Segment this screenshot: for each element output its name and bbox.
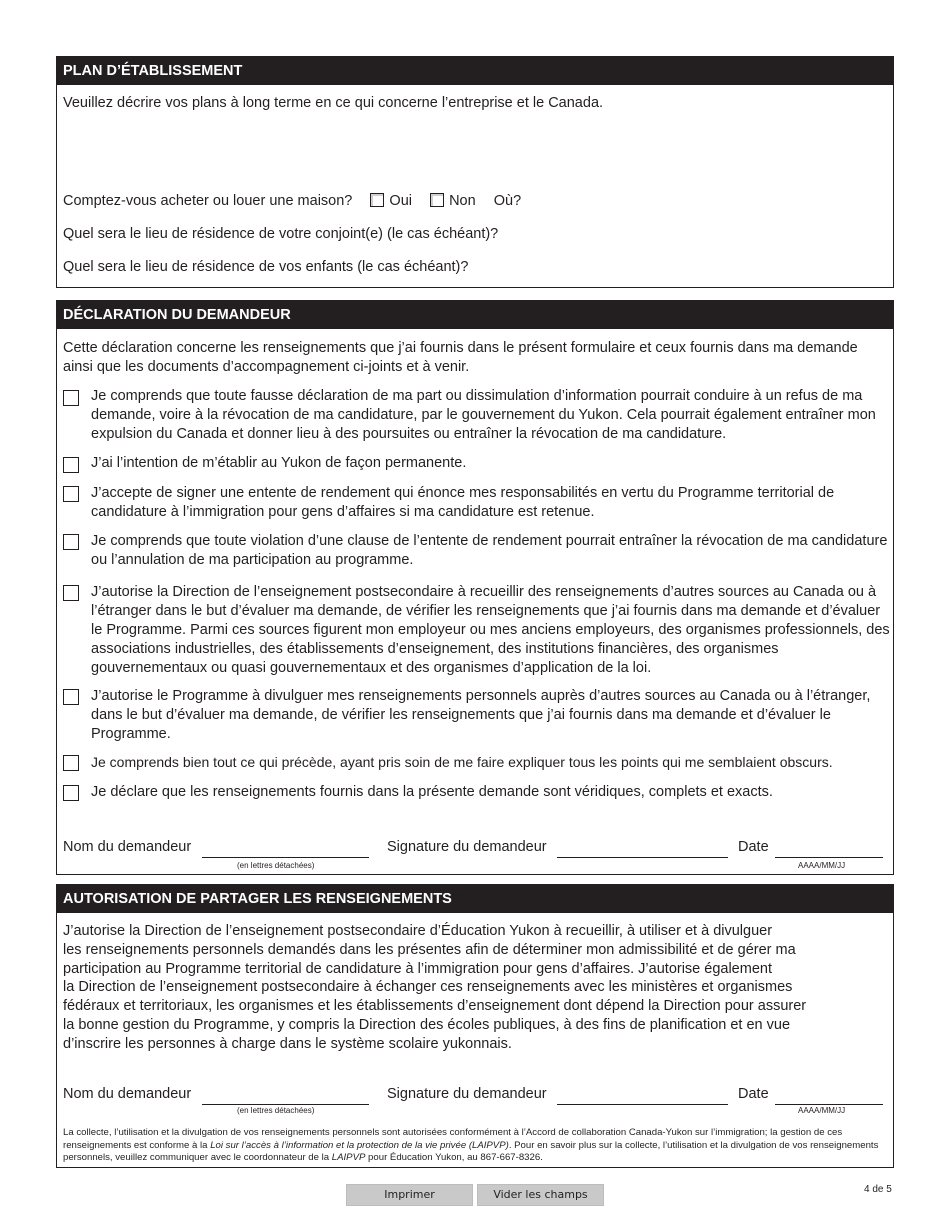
date-field[interactable] — [775, 857, 883, 858]
authorization-line-6: la bonne gestion du Programme, y compris la Direction des écoles publiques, à des fins de planification et en vue — [63, 1017, 791, 1033]
authorization-line-1: J’autorise la Direction de l’enseignement postsecondaire d’Éducation Yukon à recueillir, à utiliser et à divulguer — [63, 923, 773, 939]
authorization-line-2: les renseignements personnels demandés dans les présentes afin de déterminer mon admissibilité et de gérer ma — [63, 942, 796, 958]
spouse-residence-question: Quel sera le lieu de résidence de votre conjoint(e) (le cas échéant)? — [63, 226, 499, 242]
authorization-line-7: d’inscrire les personnes à charge dans le système scolaire yukonnais. — [63, 1036, 512, 1052]
authorization-signature-row — [63, 1086, 889, 1116]
non-label: Non — [449, 193, 476, 209]
privacy-law-name: Loi sur l’accès à l’information et la protection de la vie privée (LAIPVP) — [210, 1139, 509, 1151]
clear-fields-button[interactable]: Vider les champs — [477, 1184, 604, 1206]
house-question-row — [63, 193, 521, 209]
declaration-checkbox-4[interactable] — [63, 534, 79, 550]
authorization-line-4: la Direction de l’enseignement postsecondaire à échanger ces renseignements avec les ministères et organismes — [63, 979, 793, 995]
authorization-name-hint: (en lettres détachées) — [237, 1106, 315, 1115]
page-number: 4 de 5 — [864, 1184, 892, 1195]
settlement-plan-intro: Veuillez décrire vos plans à long terme en ce qui concerne l’entreprise et le Canada. — [63, 95, 604, 111]
applicant-name-field[interactable] — [202, 857, 369, 858]
declaration-signature-row — [63, 839, 889, 869]
oui-checkbox[interactable] — [370, 193, 384, 207]
declaration-item-5: J’autorise la Direction de l’enseignement postsecondaire à recueillir des renseignements d’autres sources au Canada ou à l’étranger dans le but d’évaluer ma demande, de vérifier les renseignements que j’ai fournis dans ma demande et d’évaluer le Programme. Parmi ces sources figurent mon employeur ou mes anciens employeurs, des organismes professionnels, des associations industrielles, des établissements d’enseignement, des institutions financières, des organismes gouvernementaux ou quasi gouvernementaux et des organismes d’application de la loi. — [91, 584, 890, 676]
declaration-section — [56, 300, 894, 875]
house-question: Comptez-vous acheter ou louer une maison? — [63, 193, 353, 209]
declaration-checkbox-6[interactable] — [63, 689, 79, 705]
applicant-name-hint: (en lettres détachées) — [237, 861, 315, 870]
privacy-law-abbrev: LAIPVP — [331, 1152, 366, 1163]
authorization-date-hint: AAAA/MM/JJ — [798, 1106, 846, 1115]
applicant-signature-label: Signature du demandeur — [387, 839, 547, 855]
privacy-notice-part-2: . Pour en savoir plus sur la collecte, l’utilisation et la divulgation de vos renseignements personnels, veuillez communiquer avec le coordonnateur de la — [63, 1139, 879, 1163]
declaration-checkbox-1[interactable] — [63, 390, 79, 406]
declaration-item-8: Je déclare que les renseignements fournis dans la présente demande sont véridiques, complets et exacts. — [91, 784, 773, 800]
non-checkbox[interactable] — [430, 193, 444, 207]
settlement-plan-header: PLAN D’ÉTABLISSEMENT — [57, 57, 893, 85]
applicant-name-label: Nom du demandeur — [63, 839, 192, 855]
declaration-item-3: J’accepte de signer une entente de rendement qui énonce mes responsabilités en vertu du Programme territorial de candidature à l’immigration pour gens d’affaires si ma candidature est retenue. — [91, 485, 835, 520]
children-residence-question: Quel sera le lieu de résidence de vos enfants (le cas échéant)? — [63, 259, 469, 275]
declaration-checkbox-5[interactable] — [63, 585, 79, 601]
authorization-header: AUTORISATION DE PARTAGER LES RENSEIGNEMENTS — [57, 885, 893, 913]
print-button[interactable]: Imprimer — [346, 1184, 473, 1206]
declaration-checkbox-8[interactable] — [63, 785, 79, 801]
declaration-header: DÉCLARATION DU DEMANDEUR — [57, 301, 893, 329]
declaration-item-2: J’ai l’intention de m’établir au Yukon de façon permanente. — [91, 455, 467, 471]
authorization-signature-field[interactable] — [557, 1104, 728, 1105]
date-format-hint: AAAA/MM/JJ — [798, 861, 846, 870]
authorization-signature-label: Signature du demandeur — [387, 1086, 547, 1102]
authorization-name-field[interactable] — [202, 1104, 369, 1105]
authorization-date-field[interactable] — [775, 1104, 883, 1105]
authorization-line-5: fédéraux et territoriaux, les organismes et les établissements d’enseignement dont dépend la Direction pour assurer — [63, 998, 807, 1014]
declaration-item-1: Je comprends que toute fausse déclaration de ma part ou dissimulation d’information pourrait conduire à un refus de ma demande, voire à la révocation de ma candidature, par le gouvernement du Yukon. Cela pourrait également entraîner mon expulsion du Canada et donner lieu à des poursuites ou entraîner la révocation de ma candidature. — [91, 388, 876, 442]
privacy-notice-part-3: pour Éducation Yukon, au 867-667-8326. — [365, 1152, 543, 1163]
declaration-checkbox-3[interactable] — [63, 486, 79, 502]
privacy-notice-part-1: La collecte, l’utilisation et la divulgation de vos renseignements personnels sont autorisées conformément à l’Accord de collaboration Canada-Yukon sur l’immigration; la gestion de ces renseignements est conforme à la — [63, 1127, 843, 1151]
authorization-name-label: Nom du demandeur — [63, 1086, 192, 1102]
authorization-date-label: Date — [738, 1086, 769, 1102]
privacy-notice — [63, 1127, 889, 1165]
oui-label: Oui — [389, 193, 412, 209]
where-label: Où? — [493, 193, 522, 209]
settlement-plan-section — [56, 56, 894, 288]
authorization-line-3: participation au Programme territorial de candidature à l’immigration pour gens d’affaires. J’autorise également — [63, 961, 772, 977]
applicant-signature-field[interactable] — [557, 857, 728, 858]
declaration-intro: Cette déclaration concerne les renseignements que j’ai fournis dans le présent formulaire et ceux fournis dans ma demande ainsi que les documents d’accompagnement ci-joints et à venir. — [63, 340, 858, 375]
declaration-item-4: Je comprends que toute violation d’une clause de l’entente de rendement pourrait entraîner la révocation de ma candidature ou l’annulation de ma participation au programme. — [91, 533, 888, 568]
declaration-item-7: Je comprends bien tout ce qui précède, ayant pris soin de me faire expliquer tous les points qui me semblaient obscurs. — [91, 754, 833, 770]
declaration-checkbox-7[interactable] — [63, 755, 79, 771]
declaration-checkbox-2[interactable] — [63, 457, 79, 473]
date-label: Date — [738, 839, 769, 855]
authorization-section — [56, 884, 894, 1168]
declaration-item-6: J’autorise le Programme à divulguer mes renseignements personnels auprès d’autres sources au Canada ou à l’étranger, dans le but d’évaluer ma demande, de vérifier les renseignements que j’ai fournis dans ma demande et d’évaluer le Programme. — [91, 688, 871, 742]
